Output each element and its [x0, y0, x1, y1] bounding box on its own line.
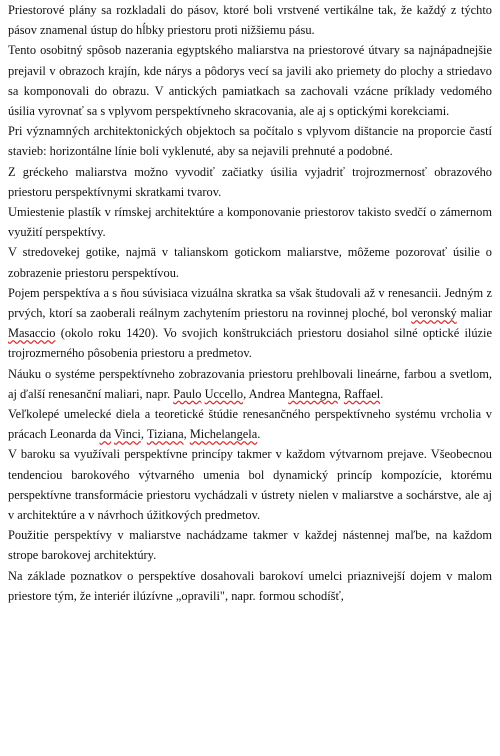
text-run: Použitie perspektívy v maliarstve nachádzame takmer v každej nástennej maľbe, na každom strope barokovej architektúry. [8, 528, 492, 563]
text-run: . [257, 427, 261, 442]
paragraph [8, 525, 492, 565]
spellcheck-flagged-word: Tiziana [146, 427, 184, 442]
text-run: . [380, 386, 384, 401]
text-run: Pri významných architektonických objektoch sa počítalo s vplyvom dištancie na proporcie častí stavieb: horizontálne línie boli vyklenuté, aby sa nejavili prehnuté a podobné. [8, 124, 492, 159]
spellcheck-flagged-word: Paulo [173, 386, 202, 401]
text-run: Tento osobitný spôsob nazerania egyptského maliarstva na priestorové útvary sa najnápadnejšie prejavil v obrazoch krajín, kde nárys a pôdorys vecí sa javili ako priemety do plochy a striedavo sa komponovali do obrazu. V antických pamiatkach sa zachovali vzácne príklady vedomého úsilia vyrovnať sa s vplyvom perspektívneho skracovania, ale aj s optickými korekciami. [8, 43, 492, 119]
paragraph [8, 121, 492, 161]
paragraph [8, 364, 492, 404]
spellcheck-flagged-word: da [99, 427, 112, 442]
document-body [8, 0, 492, 606]
text-run: Veľkolepé umelecké diela a teoretické štúdie renesančného perspektívneho systému vrcholia v prácach Leonarda [8, 407, 492, 442]
spellcheck-flagged-word: Raffael [343, 386, 381, 401]
text-run: Na základe poznatkov o perspektíve dosahovali barokoví umelci priaznivejší dojem v malom priestore tým, že interiér ilúzívne „opravili", napr. formou schodíšť, [8, 568, 492, 603]
text-run: V stredovekej gotike, najmä v talianskom gotickom maliarstve, môžeme pozorovať úsilie o zobrazenie priestoru perspektívou. [8, 245, 492, 280]
text-run: , Andrea [243, 386, 289, 401]
paragraph [8, 162, 492, 202]
text-run: , [337, 386, 344, 401]
text-run: V baroku sa využívali perspektívne princípy takmer v každom výtvarnom prejave. Všeobecnou tendenciou barokového výtvarného umenia bol dynamický princíp kompozície, ktorému perspektívne transformácie priestoru vychádzali v ústrety nielen v maliarstve a sochárstve, ale aj v architektúre a v návrhoch úžitkových predmetov. [8, 447, 492, 523]
text-run: , [183, 427, 190, 442]
paragraph [8, 283, 492, 364]
spellcheck-flagged-word: Uccello [204, 386, 244, 401]
spellcheck-flagged-word: Masaccio [8, 326, 56, 341]
text-run: Náuku o systéme perspektívneho zobrazovania priestoru prehlbovali lineárne, farbou a svetlom, aj ďalší renesanční maliari, napr. [8, 366, 492, 401]
paragraph [8, 566, 492, 606]
spellcheck-flagged-word: Mantegna [288, 386, 338, 401]
text-run: Priestorové plány sa rozkladali do pásov, ktoré boli vrstvené vertikálne tak, že každý z týchto pásov znamenal ústup do hĺbky priestoru proti nižšiemu pásu. [8, 3, 492, 38]
text-run: Pojem perspektíva a s ňou súvisiaca vizuálna skratka sa však študovali až v renesancii. Jedným z prvých, ktorí sa zaoberali reálnym zachytením priestoru na rovinnej ploché, bol [8, 285, 492, 321]
paragraph [8, 0, 492, 40]
spellcheck-flagged-word: Vinci [114, 427, 141, 442]
text-run: (okolo roku 1420). Vo svojich konštrukciách priestoru dosiahol silné optické ilúzie trojrozmerného pôsobenia priestoru a predmetov. [8, 326, 492, 361]
paragraph [8, 242, 492, 282]
text-run: Umiestenie plastík v rímskej architektúre a komponovanie priestorov takisto svedčí o zámernom využití perspektívy. [8, 205, 492, 240]
paragraph [8, 404, 492, 444]
paragraph [8, 40, 492, 121]
paragraph [8, 202, 492, 242]
text-run: Z gréckeho maliarstva možno vyvodiť začiatky úsilia vyjadriť trojrozmernosť obrazového priestoru perspektívnymi skratkami tvarov. [8, 164, 492, 199]
spellcheck-flagged-word: Michelangela [189, 427, 258, 442]
text-run: maliar [456, 306, 492, 321]
paragraph [8, 444, 492, 525]
spellcheck-flagged-word: veronský [411, 306, 457, 321]
text-run: , [140, 427, 147, 442]
